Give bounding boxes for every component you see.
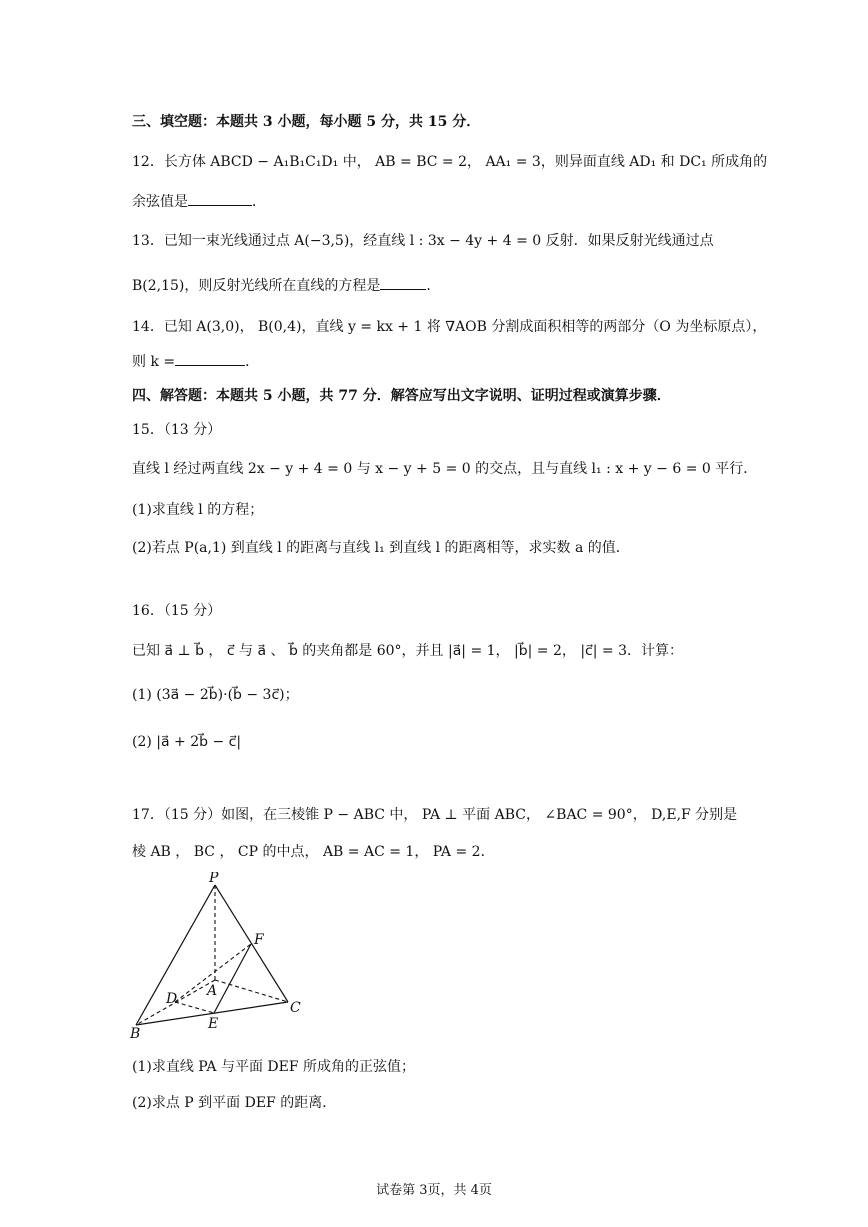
- q17-part1: (1)求直线 PA 与平面 DEF 所成角的正弦值；: [132, 1059, 416, 1075]
- q17-line2: 棱 AB ， BC ， CP 的中点， AB = AC = 1， PA = 2．: [132, 844, 495, 860]
- label-C: C: [290, 1000, 301, 1016]
- q14-line2-end: ．: [245, 354, 260, 370]
- q15-part1: (1)求直线 l 的方程；: [132, 502, 264, 518]
- edge-EF: [214, 944, 251, 1013]
- q16-header: 16．（15 分）: [132, 603, 222, 619]
- label-B: B: [130, 1026, 141, 1042]
- q12-answer-blank: [188, 191, 252, 206]
- q14-line2-text: 则 k =: [132, 354, 176, 370]
- q16-part2: (2) |a⃗ + 2b⃗ − c⃗|: [132, 734, 242, 750]
- label-P: P: [209, 872, 219, 886]
- q15-part2: (2)若点 P(a,1) 到直线 l 的距离与直线 l₁ 到直线 l 的距离相等，求实数 a 的值．: [132, 540, 630, 556]
- q17-part2: (2)求点 P 到平面 DEF 的距离．: [132, 1095, 337, 1111]
- tetrahedron-figure: [128, 872, 308, 1042]
- q13-answer-blank: [380, 275, 426, 290]
- q16-stem: 已知 a⃗ ⊥ b⃗ ， c⃗ 与 a⃗ 、 b⃗ 的夹角都是 60°，并且 |a⃗| = 1， |b⃗| = 2， |c⃗| = 3．计算：: [132, 643, 683, 659]
- q17-line1: 17．（15 分）如图，在三棱锥 P − ABC 中， PA ⊥ 平面 ABC， ∠BAC = 90°， D,E,F 分别是: [132, 807, 738, 823]
- section-4-heading: 四、解答题：本题共 5 小题，共 77 分．解答应写出文字说明、证明过程或演算步骤．: [132, 388, 671, 404]
- q13-line2-end: ．: [426, 278, 441, 294]
- page-footer: 试卷第 3页，共 4页: [376, 1183, 492, 1198]
- section-3-heading: 三、填空题：本题共 3 小题，每小题 5 分，共 15 分．: [132, 114, 481, 130]
- q13-line1: 13．已知一束光线通过点 A(−3,5)，经直线 l : 3x − 4y + 4 = 0 反射．如果反射光线通过点: [132, 233, 714, 249]
- label-D: D: [166, 991, 178, 1007]
- q14-answer-blank: [175, 351, 245, 366]
- label-A: A: [207, 983, 218, 999]
- q12-line2: [132, 191, 266, 212]
- q13-line2: [132, 275, 440, 296]
- q15-stem: 直线 l 经过两直线 2x − y + 4 = 0 与 x − y + 5 = 0 的交点，且与直线 l₁ : x + y − 6 = 0 平行．: [132, 461, 758, 477]
- edge-PC: [215, 885, 288, 1002]
- q16-part1: (1) (3a⃗ − 2b⃗)·(b⃗ − 3c⃗)；: [132, 687, 299, 703]
- edge-DE: [175, 1002, 214, 1013]
- q12-line1: 12．长方体 ABCD − A₁B₁C₁D₁ 中， AB = BC = 2， AA₁ = 3，则异面直线 AD₁ 和 DC₁ 所成角的: [132, 154, 768, 170]
- q14-line1: 14．已知 A(3,0)， B(0,4)，直线 y = kx + 1 将 ∇AOB 分割成面积相等的两部分（O 为坐标原点），: [132, 319, 767, 335]
- q14-line2: [132, 351, 259, 372]
- q13-line2-text: B(2,15)，则反射光线所在直线的方程是: [132, 278, 381, 294]
- label-F: F: [254, 932, 264, 948]
- q15-header: 15．（13 分）: [132, 422, 222, 438]
- q12-line2-end: ．: [252, 194, 266, 210]
- label-E: E: [208, 1016, 219, 1032]
- q12-line2-text: 余弦值是: [132, 194, 188, 210]
